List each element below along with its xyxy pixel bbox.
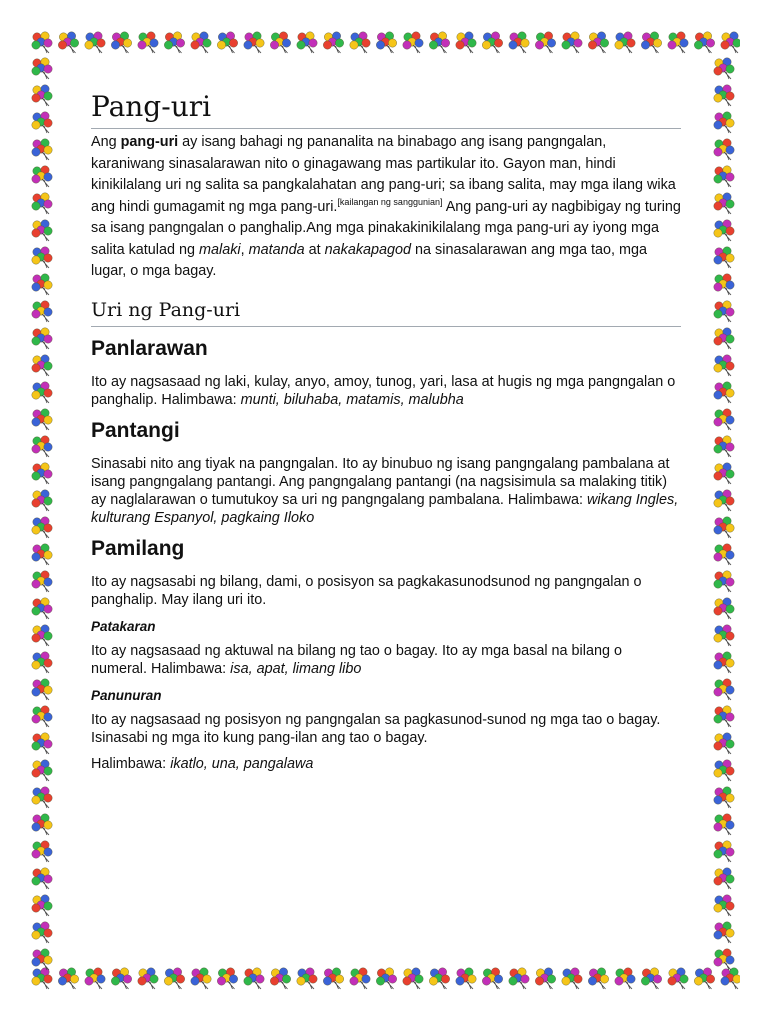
intro-paragraph — [91, 132, 681, 283]
section-heading-uri: Uri ng Pang-uri — [91, 297, 681, 327]
balloon-bunch-icon — [403, 968, 423, 989]
balloon-bunch-icon — [714, 193, 734, 214]
balloon-bunch-icon — [58, 32, 78, 53]
balloon-bunch-icon — [714, 436, 734, 457]
balloon-bunch-icon — [714, 517, 734, 538]
balloon-bunch-icon — [509, 32, 529, 53]
pantangi-paragraph — [91, 455, 681, 527]
balloon-bunch-icon — [32, 895, 52, 916]
pantangi-examples: wikang Ingles, kulturang Espanyol, pagkaing Iloko — [91, 491, 679, 526]
balloon-bunch-icon — [482, 968, 502, 989]
balloon-bunch-icon — [217, 968, 237, 989]
balloon-bunch-icon — [32, 328, 52, 349]
balloon-bunch-icon — [588, 968, 608, 989]
panunuran-example-line — [91, 755, 681, 773]
balloon-bunch-icon — [714, 733, 734, 754]
balloon-bunch-icon — [32, 409, 52, 430]
balloon-bunch-icon — [714, 787, 734, 808]
balloon-bunch-icon — [32, 841, 52, 862]
balloon-bunch-icon — [217, 32, 237, 53]
balloon-bunch-icon — [111, 32, 131, 53]
balloon-bunch-icon — [297, 32, 317, 53]
balloon-bunch-icon — [32, 949, 52, 970]
balloon-bunch-icon — [32, 193, 52, 214]
balloon-bunch-icon — [714, 679, 734, 700]
example-label: Halimbawa: — [91, 755, 171, 772]
balloon-bunch-icon — [714, 895, 734, 916]
heading-panunuran: Panunuran — [91, 687, 162, 703]
balloon-bunch-icon — [714, 247, 734, 268]
balloon-bunch-icon — [714, 166, 734, 187]
balloon-bunch-icon — [562, 32, 582, 53]
balloon-bunch-icon — [138, 968, 158, 989]
balloon-bunch-icon — [32, 301, 52, 322]
balloon-bunch-icon — [32, 247, 52, 268]
balloon-bunch-icon — [714, 490, 734, 511]
balloon-bunch-icon — [32, 787, 52, 808]
balloon-bunch-icon — [32, 220, 52, 241]
balloon-bunch-icon — [32, 58, 52, 79]
balloon-bunch-icon — [244, 968, 264, 989]
heading-pamilang: Pamilang — [91, 536, 185, 560]
balloon-bunch-icon — [32, 598, 52, 619]
page-title: Pang-uri — [91, 88, 681, 129]
balloon-bunch-icon — [714, 328, 734, 349]
balloon-bunch-icon — [714, 949, 734, 970]
balloon-bunch-icon — [429, 968, 449, 989]
balloon-bunch-icon — [191, 32, 211, 53]
balloon-bunch-icon — [350, 32, 370, 53]
balloon-bunch-icon — [191, 968, 211, 989]
balloon-bunch-icon — [641, 968, 661, 989]
pamilang-paragraph: Ito ay nagsasabi ng bilang, dami, o posisyon sa pagkakasunodsunod ng pangngalan o panghalip. May ilang uri ito. — [91, 573, 642, 608]
balloon-bunch-icon — [323, 968, 343, 989]
balloon-bunch-icon — [32, 274, 52, 295]
balloon-bunch-icon — [456, 32, 476, 53]
balloon-bunch-icon — [714, 841, 734, 862]
balloon-bunch-icon — [32, 625, 52, 646]
balloon-bunch-icon — [32, 733, 52, 754]
balloon-bunch-icon — [562, 968, 582, 989]
heading-pantangi: Pantangi — [91, 418, 180, 442]
balloon-bunch-icon — [111, 968, 131, 989]
balloon-border-right — [710, 28, 740, 994]
panunuran-paragraph: Ito ay nagsasaad ng posisyon ng pangngalan sa pagkasunod-sunod ng mga tao o bagay. Isinasabi ng mga ito kung pang-ilan ang tao o bagay. — [91, 711, 661, 746]
panlarawan-examples: munti, biluhaba, matamis, malubha — [240, 391, 464, 408]
balloon-bunch-icon — [714, 382, 734, 403]
balloon-bunch-icon — [32, 868, 52, 889]
separator: , — [240, 241, 249, 258]
balloon-bunch-icon — [32, 652, 52, 673]
balloon-bunch-icon — [32, 139, 52, 160]
balloon-bunch-icon — [588, 32, 608, 53]
balloon-bunch-icon — [85, 968, 105, 989]
patakaran-examples: isa, apat, limang libo — [230, 660, 362, 677]
balloon-bunch-icon — [297, 968, 317, 989]
balloon-bunch-icon — [714, 544, 734, 565]
balloon-bunch-icon — [641, 32, 661, 53]
heading-panlarawan: Panlarawan — [91, 336, 208, 360]
patakaran-paragraph — [91, 642, 681, 678]
balloon-bunch-icon — [714, 301, 734, 322]
balloon-bunch-icon — [615, 968, 635, 989]
balloon-bunch-icon — [714, 652, 734, 673]
intro-text: na sinasalarawan ang mga tao, mga lugar, o mga bagay. — [91, 241, 648, 279]
balloon-border-top — [28, 28, 740, 58]
balloon-border-left — [28, 28, 58, 994]
intro-text: Ang pang-uri ay nagbibigay ng turing sa isang pangngalan o panghalip.Ang mga pinakakinikilalang mga pang-uri ay iyong mga salita katulad ng — [91, 198, 681, 258]
balloon-bunch-icon — [714, 355, 734, 376]
balloon-bunch-icon — [615, 32, 635, 53]
balloon-bunch-icon — [714, 598, 734, 619]
balloon-bunch-icon — [714, 571, 734, 592]
balloon-bunch-icon — [85, 32, 105, 53]
balloon-bunch-icon — [32, 760, 52, 781]
example-word: nakakapagod — [324, 241, 412, 258]
citation-needed-link[interactable]: [kailangan ng sanggunian] — [337, 196, 443, 207]
intro-text: ay isang bahagi ng pananalita na binabago ang isang pangngalan, karaniwang sinasalarawan nito o ginagawang mas partikular ito. Gayon man, hindi kinikilalang uri ng salita sa pangkalahatan ang pang-uri; sa ibang salita, may mga ilang wika ang hindi gumagamit ng mga pang-uri. — [91, 134, 676, 215]
balloon-bunch-icon — [429, 32, 449, 53]
intro-text: Ang — [91, 134, 121, 150]
balloon-bunch-icon — [244, 32, 264, 53]
balloon-bunch-icon — [270, 32, 290, 53]
balloon-bunch-icon — [376, 968, 396, 989]
balloon-bunch-icon — [32, 814, 52, 835]
balloon-bunch-icon — [714, 814, 734, 835]
balloon-bunch-icon — [32, 463, 52, 484]
balloon-bunch-icon — [58, 968, 78, 989]
balloon-bunch-icon — [323, 32, 343, 53]
balloon-bunch-icon — [376, 32, 396, 53]
balloon-bunch-icon — [32, 85, 52, 106]
balloon-bunch-icon — [32, 571, 52, 592]
balloon-bunch-icon — [32, 166, 52, 187]
balloon-bunch-icon — [350, 968, 370, 989]
balloon-bunch-icon — [668, 32, 688, 53]
heading-patakaran: Patakaran — [91, 618, 156, 634]
balloon-bunch-icon — [482, 32, 502, 53]
balloon-bunch-icon — [403, 32, 423, 53]
balloon-bunch-icon — [714, 409, 734, 430]
balloon-bunch-icon — [32, 544, 52, 565]
article — [91, 88, 681, 773]
pantangi-text: Sinasabi nito ang tiyak na pangngalan. Ito ay binubuo ng isang pangngalang pambalana at isang pangngalang pantangi. Ang pangngalang pantangi (na nagsisimula sa malaking titik) ay naglalarawan o tumutukoy sa uri ng pangngalang pambalana. Halimbawa: — [91, 455, 670, 508]
balloon-bunch-icon — [714, 274, 734, 295]
balloon-bunch-icon — [270, 968, 290, 989]
example-word: malaki — [199, 241, 241, 258]
balloon-bunch-icon — [535, 968, 555, 989]
panlarawan-paragraph — [91, 373, 681, 409]
balloon-bunch-icon — [456, 968, 476, 989]
balloon-bunch-icon — [32, 355, 52, 376]
balloon-bunch-icon — [32, 490, 52, 511]
separator: at — [304, 241, 325, 258]
balloon-bunch-icon — [509, 968, 529, 989]
balloon-bunch-icon — [32, 922, 52, 943]
balloon-bunch-icon — [32, 436, 52, 457]
balloon-bunch-icon — [32, 706, 52, 727]
balloon-bunch-icon — [164, 32, 184, 53]
balloon-bunch-icon — [714, 922, 734, 943]
balloon-bunch-icon — [714, 139, 734, 160]
balloon-bunch-icon — [714, 625, 734, 646]
balloon-bunch-icon — [714, 463, 734, 484]
example-word: matanda — [248, 241, 305, 258]
balloon-bunch-icon — [138, 32, 158, 53]
intro-term: pang-uri — [120, 134, 179, 150]
balloon-bunch-icon — [668, 968, 688, 989]
balloon-bunch-icon — [535, 32, 555, 53]
balloon-bunch-icon — [32, 679, 52, 700]
balloon-bunch-icon — [714, 706, 734, 727]
balloon-bunch-icon — [714, 58, 734, 79]
balloon-border-bottom — [28, 964, 740, 994]
balloon-bunch-icon — [714, 112, 734, 133]
balloon-bunch-icon — [32, 382, 52, 403]
patakaran-text: Ito ay nagsasaad ng aktuwal na bilang ng tao o bagay. Ito ay mga basal na bilang o numeral. Halimbawa: — [91, 642, 622, 677]
balloon-bunch-icon — [164, 968, 184, 989]
balloon-bunch-icon — [714, 85, 734, 106]
panunuran-examples: ikatlo, una, pangalawa — [170, 755, 314, 772]
balloon-bunch-icon — [32, 112, 52, 133]
panlarawan-text: Ito ay nagsasaad ng laki, kulay, anyo, amoy, tunog, yari, lasa at hugis ng mga pangngalan o panghalip. Halimbawa: — [91, 373, 676, 408]
balloon-bunch-icon — [714, 868, 734, 889]
balloon-bunch-icon — [714, 220, 734, 241]
balloon-bunch-icon — [32, 517, 52, 538]
balloon-bunch-icon — [714, 760, 734, 781]
